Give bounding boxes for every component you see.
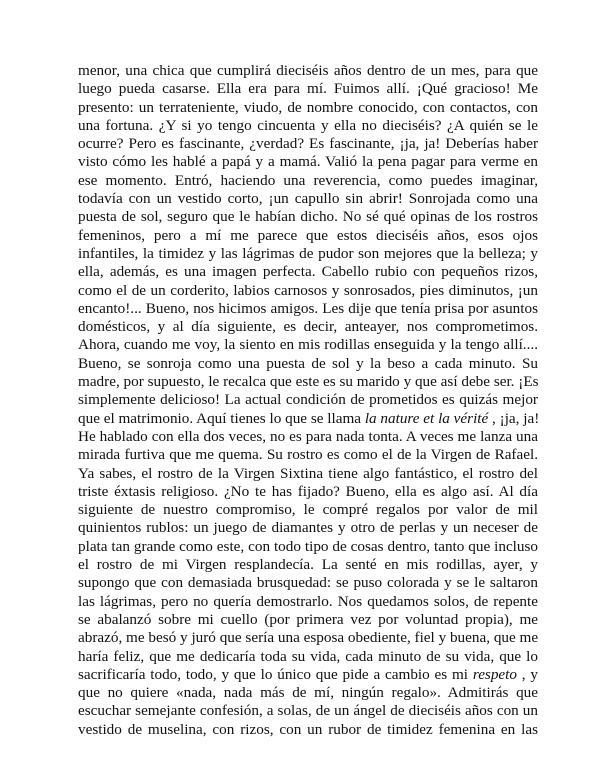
text-line: el rostro de mi Virgen resplandecía. La senté en mis rodillas, ayer, y — [78, 556, 538, 574]
italic-phrase: la nature et la vérité — [364, 409, 489, 427]
text-line: como el de un corderito, labios carnosos y sonrosados, pies diminutos, ¡un — [78, 281, 538, 299]
text-line: Ya sabes, el rostro de la Virgen Sixtina tiene algo fantástico, el rostro del — [78, 464, 538, 482]
text-line: He hablado con ella dos veces, no es para nada tonta. A veces me lanza una — [78, 427, 538, 445]
text-line: se abalanzó sobre mi cuello (por primera vez por voluntad propia), me — [78, 610, 538, 628]
text-line — [78, 666, 538, 684]
text-line: ella, además, es una imagen perfecta. Cabello rubio con pequeños rizos, — [78, 263, 538, 281]
text-line: Ahora, cuando me voy, la siento en mis rodillas enseguida y la tengo allí.... — [78, 336, 538, 354]
text-line: todavía con un vestido corto, ¡un capullo sin abrir! Sonrojada como una — [78, 190, 538, 208]
text-line: ese momento. Entró, haciendo una reverencia, como puedes imaginar, — [78, 171, 538, 189]
text-line: siguiente de nuestro compromiso, le compré regalos por valor de mil — [78, 501, 538, 519]
text-line: una fortuna. ¿Y si yo tengo cincuenta y ella no dieciséis? ¿A quién se le — [78, 116, 538, 134]
text-line: escuchar semejante confesión, a solas, de un ángel de dieciséis años con un — [78, 702, 538, 720]
text-line: visto cómo les hablé a papá y a mamá. Valió la pena pagar para verme en — [78, 153, 538, 171]
text-line: encanto!... Bueno, nos hicimos amigos. Les dije que tenía prisa por asuntos — [78, 299, 538, 317]
text-line: simplemente delicioso! La actual condición de prometidos es quizás mejor — [78, 391, 538, 409]
text-line: madre, por supuesto, le recalca que este es su marido y que así debe ser. ¡Es — [78, 373, 539, 391]
text-line: mirada furtiva que me quema. Su rostro es como el de la Virgen de Rafael. — [78, 446, 538, 464]
text-line: presento: un terrateniente, viudo, de nombre conocido, con contactos, con — [78, 98, 538, 116]
text-line: infantiles, la timidez y las lágrimas de pudor son mejores que la belleza; y — [78, 244, 538, 262]
text-line: triste éxtasis religioso. ¿No te has fijado? Bueno, ella es algo así. Al día — [78, 482, 538, 500]
text-line: femeninos, pero a mí me parece que estos dieciséis años, esos ojos — [78, 226, 538, 244]
text-segment: , ¡ja, ja! — [488, 409, 540, 427]
italic-phrase: respeto — [472, 665, 517, 683]
text-line: luego pueda casarse. Ella era para mí. Fuimos allí. ¡Qué gracioso! Me — [78, 80, 538, 98]
text-line: menor, una chica que cumplirá dieciséis años dentro de un mes, para que — [78, 62, 538, 79]
text-segment: que el matrimonio. Aquí tienes lo que se llama — [78, 409, 365, 427]
text-segment: , y — [517, 665, 539, 683]
text-line: ocurre? Pero es fascinante, ¿verdad? Es fascinante, ¡ja, ja! Deberías haber — [78, 135, 538, 153]
text-line: abrazó, me besó y juró que sería una esposa obediente, fiel y buena, que me — [78, 629, 539, 647]
text-line: que no quiere «nada, nada más de mí, ningún regalo». Admitirás que — [78, 684, 538, 702]
text-line: quinientos rublos: un juego de diamantes y otro de perlas y un neceser de — [78, 519, 538, 537]
text-line: vestido de muselina, con rizos, con un rubor de timidez femenina en las — [78, 720, 538, 738]
text-line: domésticos, y al día siguiente, es decir, anteayer, nos comprometimos. — [78, 318, 538, 336]
text-segment: sacrificaría todo, todo, y que lo único que pide a cambio es mi — [78, 665, 473, 683]
text-line: plata tan grande como este, con todo tipo de cosas dentro, tanto que incluso — [78, 537, 538, 555]
text-line: haría feliz, que me dedicaría toda su vida, cada minuto de su vida, que lo — [78, 647, 538, 665]
text-line: Bueno, se sonroja como una puesta de sol y la beso a cada minuto. Su — [78, 354, 538, 372]
text-line: supongo que con demasiada brusquedad: se puso colorada y se le saltaron — [78, 574, 538, 592]
text-line — [78, 410, 538, 428]
document-page — [78, 62, 538, 739]
text-line: las lágrimas, pero no quería demostrarlo. Nos quedamos solos, de repente — [78, 592, 538, 610]
text-line: puesta de sol, seguro que le habían dicho. No sé qué opinas de los rostros — [78, 208, 538, 226]
